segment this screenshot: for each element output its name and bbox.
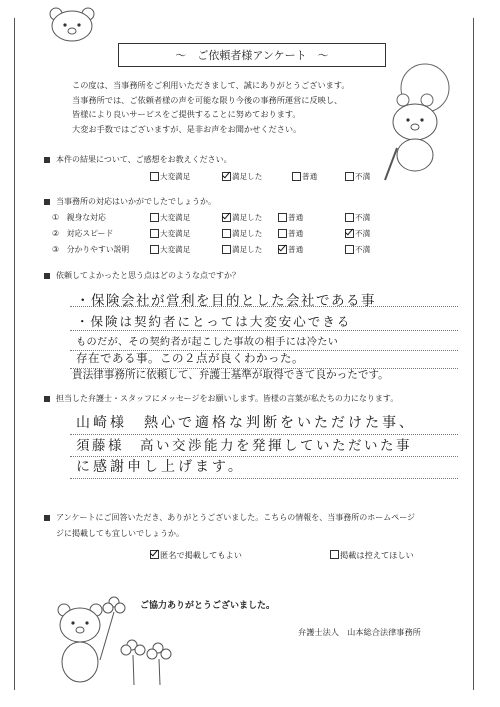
q3-answer-line: ・保険は契約者にとっては大変安心できる xyxy=(76,314,352,329)
q2-r1-option-1[interactable]: 満足した xyxy=(222,212,262,223)
q2-r2-option-3[interactable]: 不満 xyxy=(345,228,370,239)
q1-option-2[interactable]: 普通 xyxy=(292,171,317,182)
checkbox[interactable] xyxy=(292,172,301,181)
q2-r3-option-3[interactable]: 不満 xyxy=(345,244,370,255)
q5-option-0[interactable]: 匿名で掲載してもよい xyxy=(150,550,242,561)
answer-rule xyxy=(70,330,458,331)
checkbox[interactable] xyxy=(150,172,159,181)
question-1 xyxy=(44,154,232,165)
q4-answer-line: 山崎様 熱心で適格な判断をいただけた事、 xyxy=(76,415,416,431)
checkbox-checked[interactable] xyxy=(222,172,231,181)
question-3-label: 依頼してよかったと思う点はどのような点ですか？ xyxy=(56,271,240,280)
bullet-square-icon xyxy=(44,396,50,402)
intro-line: 大変お手数ではございますが、是非お声をお聞かせください。 xyxy=(72,123,302,134)
intro-line: 当事務所では、ご依頼者様の声を可能な限り今後の事務所運営に反映し、 xyxy=(72,94,343,105)
signature: 弁護士法人 山本総合法律事務所 xyxy=(298,627,421,637)
bear-top-left-icon xyxy=(40,4,110,44)
question-3 xyxy=(44,270,240,281)
q5-option-1[interactable]: 掲載は控えてほしい xyxy=(330,550,414,561)
question-5-label-line: アンケートにご回答いただき、ありがとうございました。こちらの情報を、当事務所のホームページ xyxy=(56,513,416,522)
q2-r3-option-0[interactable]: 大変満足 xyxy=(150,244,190,255)
q3-answer-line: ・保険会社が営利を目的とした会社である事 xyxy=(76,293,376,309)
checkbox[interactable] xyxy=(278,213,287,222)
bullet-square-icon xyxy=(44,199,50,205)
bullet-square-icon xyxy=(44,157,50,163)
q4-answer-line: 須藤様 高い交渉能力を発揮していただいた事 xyxy=(76,438,412,454)
question-2-label: 当事務所の対応はいかがでしたでしょうか。 xyxy=(56,197,216,206)
intro-line: この度は、当事務所をご利用いただきまして、誠にありがとうございます。 xyxy=(72,80,350,90)
q2-r2-option-0[interactable]: 大変満足 xyxy=(150,228,190,239)
q2-r3-option-1[interactable]: 満足した xyxy=(222,244,262,255)
page-title: 〜 ご依頼者様アンケート 〜 xyxy=(118,43,386,67)
question-5-label-line: ジに掲載しても宜しいでしょうか。 xyxy=(56,529,184,538)
q3-answer-line: 存在である事。この２点が良くわかった。 xyxy=(76,351,304,365)
q2-row-3: ③ 分かりやすい説明 xyxy=(52,245,130,254)
checkbox[interactable] xyxy=(278,229,287,238)
q4-answer-line: に感謝申し上げます。 xyxy=(76,459,245,475)
checkbox-checked[interactable] xyxy=(278,245,287,254)
q1-option-3[interactable]: 不満 xyxy=(345,171,370,182)
q2-r3-option-2[interactable]: 普通 xyxy=(278,244,303,255)
bullet-square-icon xyxy=(44,515,50,521)
bear-balloon-icon xyxy=(375,60,465,190)
q2-r1-option-0[interactable]: 大変満足 xyxy=(150,212,190,223)
checkbox[interactable] xyxy=(345,172,354,181)
checkbox[interactable] xyxy=(330,550,339,559)
q2-row-2: ② 対応スピード xyxy=(52,229,114,238)
question-1-label: 本件の結果について、ご感想をお教えください。 xyxy=(56,155,232,164)
q2-r2-option-1[interactable]: 満足した xyxy=(222,228,262,239)
checkbox[interactable] xyxy=(222,229,231,238)
q2-r2-option-2[interactable]: 普通 xyxy=(278,228,303,239)
intro-line: 皆様により良いサービスをご提供することに努めております。 xyxy=(72,109,301,119)
question-4-label: 担当した弁護士・スタッフにメッセージをお願いします。皆様の言葉が私たちの力になります。 xyxy=(56,394,399,403)
checkbox[interactable] xyxy=(345,245,354,254)
q1-option-0[interactable]: 大変満足 xyxy=(150,171,190,182)
q3-answer-line: ものだが、その契約者が起こした事故の相手には冷たい xyxy=(76,337,339,348)
question-5 xyxy=(44,510,415,542)
intro-text xyxy=(72,78,372,136)
checkbox-checked[interactable] xyxy=(150,550,159,559)
checkbox[interactable] xyxy=(150,213,159,222)
q2-r1-option-3[interactable]: 不満 xyxy=(345,212,370,223)
bullet-square-icon xyxy=(44,273,50,279)
checkbox-checked[interactable] xyxy=(222,213,231,222)
q3-answer-line: 貴法律事務所に依頼して、弁護士基準が取得できて良かったです。 xyxy=(72,369,389,381)
answer-rule xyxy=(70,478,458,479)
checkbox[interactable] xyxy=(150,245,159,254)
checkbox[interactable] xyxy=(150,229,159,238)
q2-row-1: ① 親身な対応 xyxy=(52,213,106,222)
thanks-text: ご協力ありがとうございました。 xyxy=(140,601,276,611)
q2-r1-option-2[interactable]: 普通 xyxy=(278,212,303,223)
question-4 xyxy=(44,393,398,404)
checkbox-checked[interactable] xyxy=(345,229,354,238)
checkbox[interactable] xyxy=(345,213,354,222)
checkbox[interactable] xyxy=(222,245,231,254)
question-2 xyxy=(44,196,216,207)
q1-option-1[interactable]: 満足した xyxy=(222,171,262,182)
